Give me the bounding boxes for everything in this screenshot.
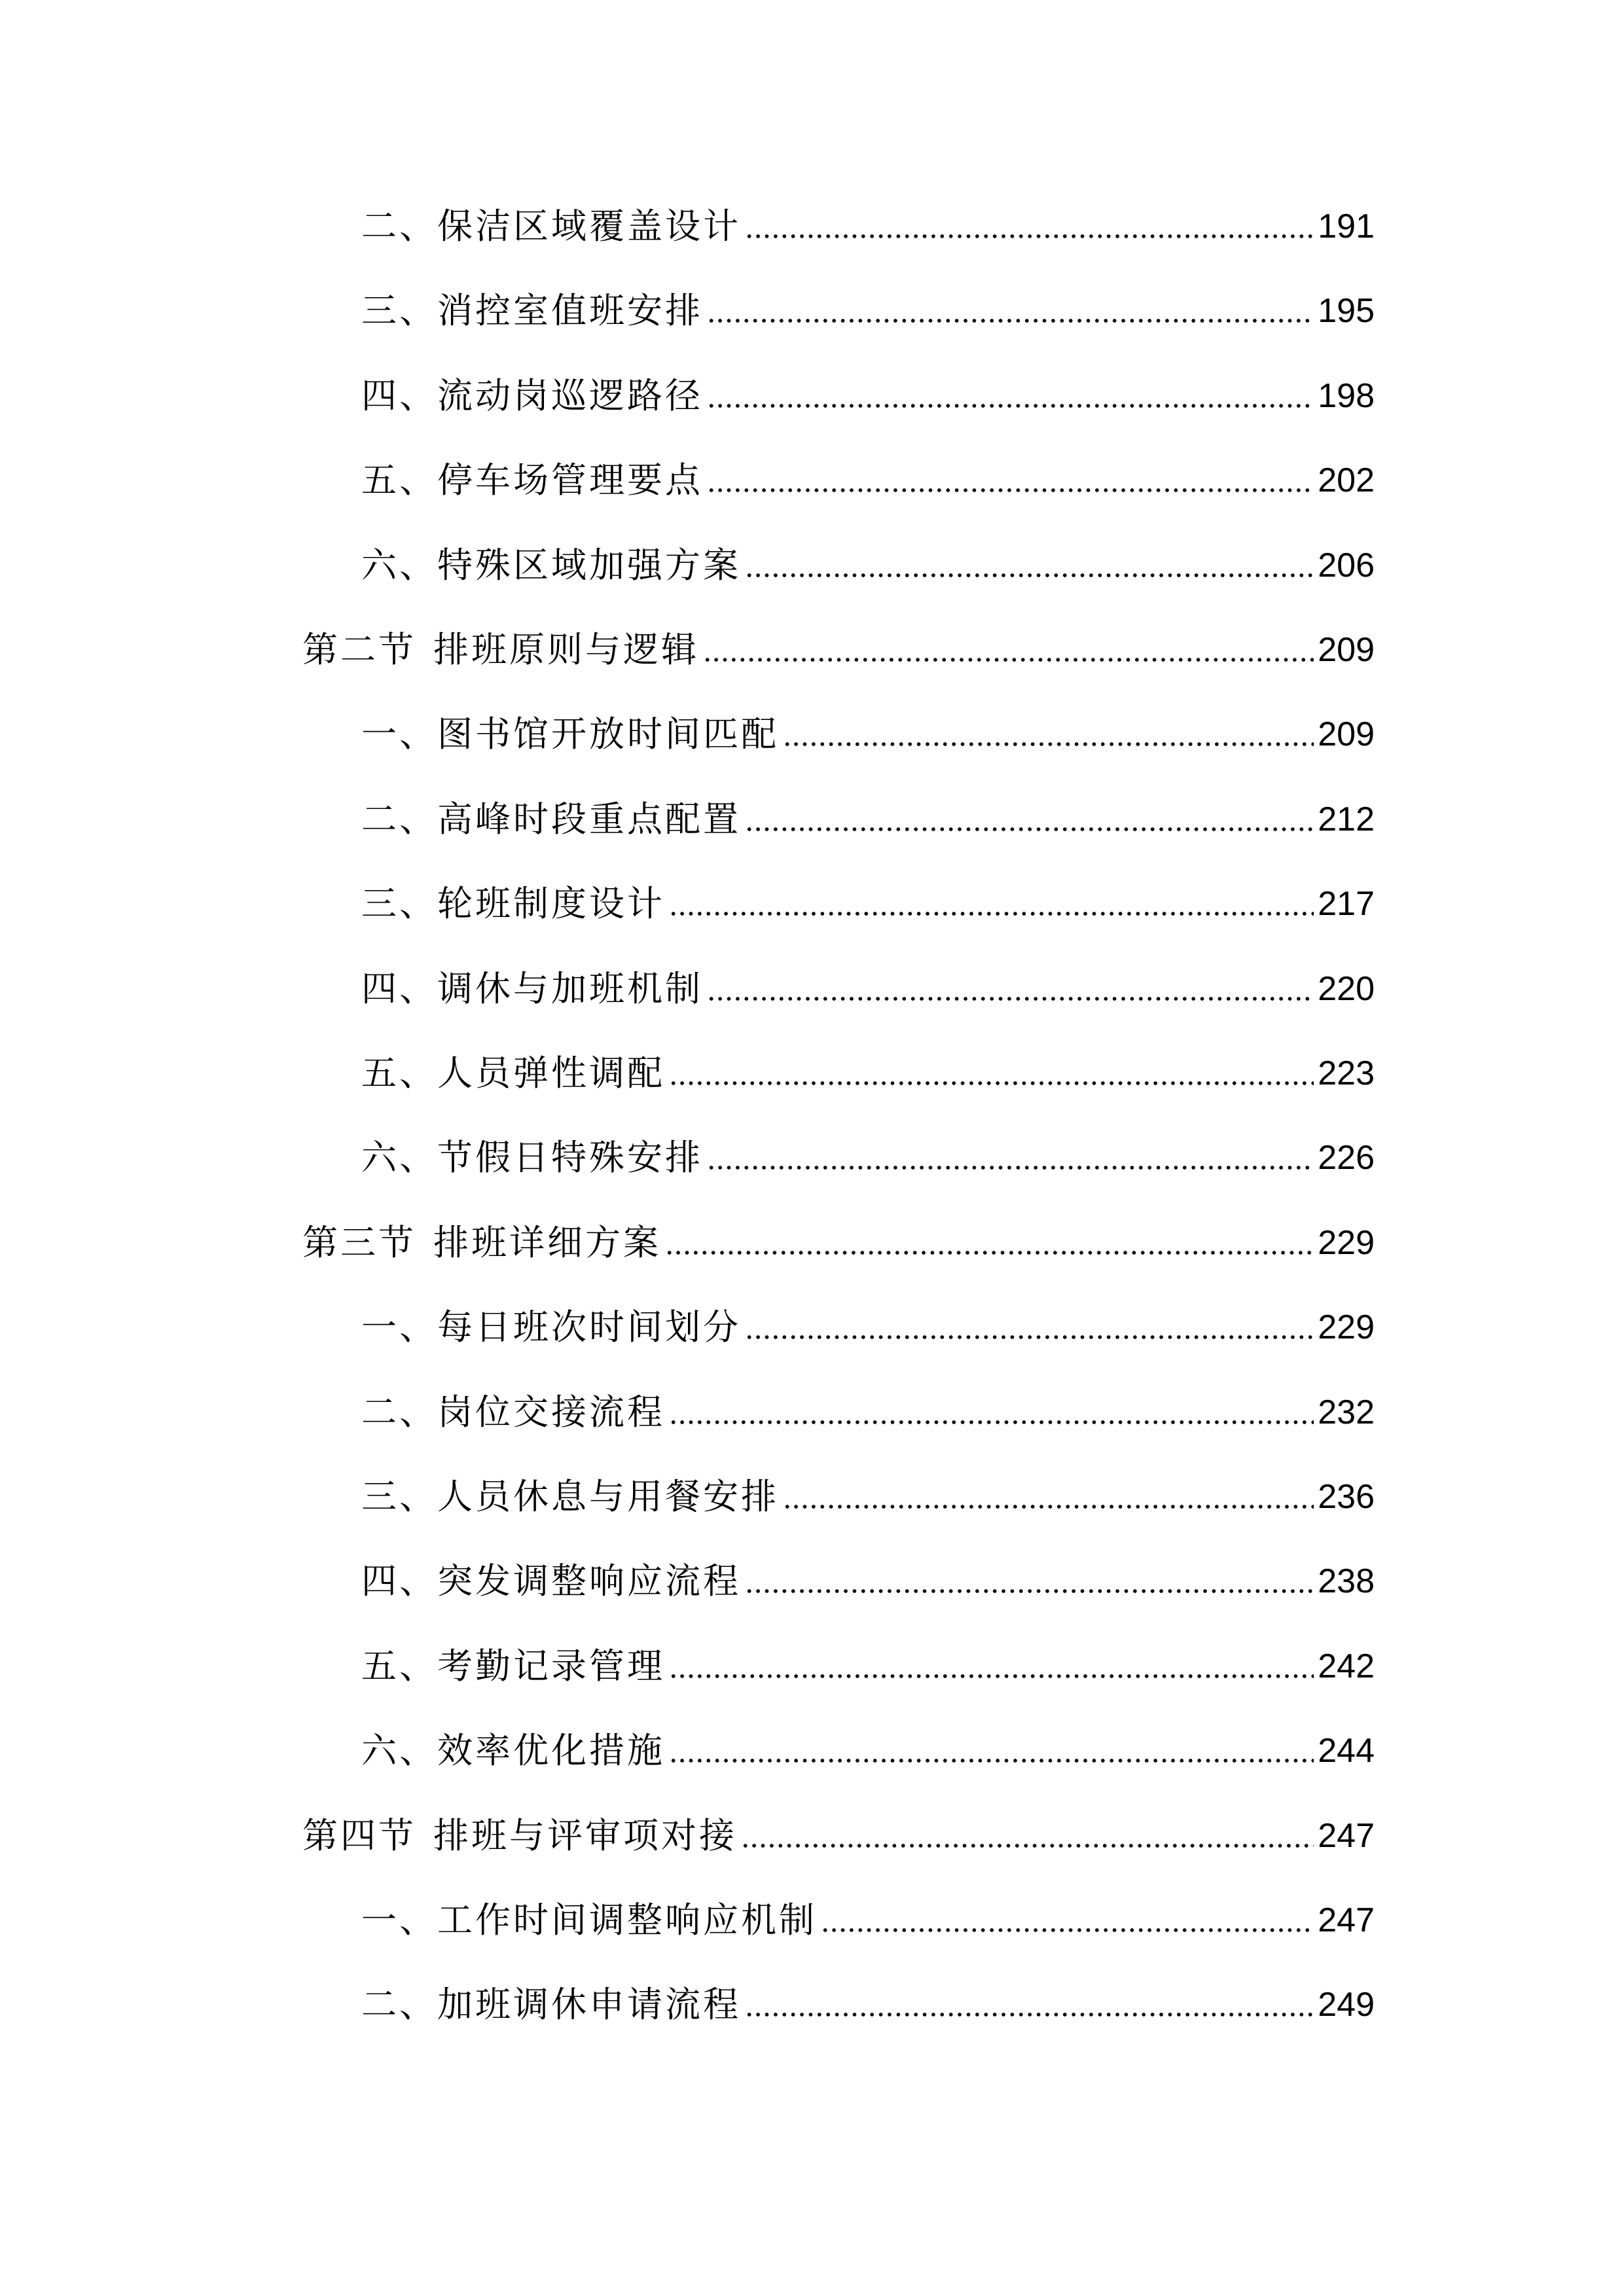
toc-page-number: 191 bbox=[1318, 207, 1375, 245]
dot-leader bbox=[669, 1758, 1314, 1763]
toc-page-number: 242 bbox=[1318, 1647, 1375, 1685]
toc-item-entry[interactable] bbox=[361, 1718, 1375, 1784]
toc-entry-title bbox=[361, 1972, 741, 2037]
toc-page-number: 223 bbox=[1318, 1054, 1375, 1092]
toc-page-number: 247 bbox=[1318, 1816, 1375, 1855]
toc-item-entry[interactable] bbox=[361, 1464, 1375, 1530]
dot-leader bbox=[783, 1504, 1314, 1509]
toc-page-number: 202 bbox=[1318, 461, 1375, 500]
toc-entry-number: 二、 bbox=[361, 206, 437, 247]
toc-entry-text: 加班调休申请流程 bbox=[437, 1984, 741, 2026]
toc-entry-number: 六、 bbox=[361, 544, 437, 586]
toc-entry-number: 一、 bbox=[361, 1899, 437, 1941]
toc-item-entry[interactable] bbox=[361, 194, 1375, 259]
toc-entry-number: 五、 bbox=[361, 1052, 437, 1094]
toc-page-number: 198 bbox=[1318, 376, 1375, 415]
toc-entry-number: 六、 bbox=[361, 1730, 437, 1772]
toc-item-entry[interactable] bbox=[361, 871, 1375, 937]
toc-page-number: 206 bbox=[1318, 546, 1375, 584]
toc-item-entry[interactable] bbox=[361, 1125, 1375, 1191]
toc-entry-text: 特殊区域加强方案 bbox=[437, 544, 741, 586]
toc-entry-title bbox=[361, 787, 741, 852]
toc-page-number: 220 bbox=[1318, 969, 1375, 1008]
toc-entry-number: 第二节 bbox=[302, 629, 416, 670]
toc-entry-number: 五、 bbox=[361, 1645, 437, 1687]
toc-entry-number: 四、 bbox=[361, 1560, 437, 1602]
toc-entry-text: 节假日特殊安排 bbox=[437, 1137, 703, 1179]
toc-entry-text: 工作时间调整响应机制 bbox=[437, 1899, 817, 1941]
dot-leader bbox=[741, 1843, 1314, 1848]
toc-page-number: 229 bbox=[1318, 1308, 1375, 1347]
toc-entry-title bbox=[361, 1041, 665, 1106]
toc-entry-number: 二、 bbox=[361, 1984, 437, 2026]
toc-item-entry[interactable] bbox=[361, 1634, 1375, 1699]
toc-page-number: 229 bbox=[1318, 1223, 1375, 1262]
toc-item-entry[interactable] bbox=[361, 1041, 1375, 1106]
toc-entry-text: 流动岗巡逻路径 bbox=[437, 374, 703, 416]
toc-page-number: 195 bbox=[1318, 292, 1375, 331]
toc-item-entry[interactable] bbox=[361, 533, 1375, 598]
toc-entry-number: 二、 bbox=[361, 1391, 437, 1433]
toc-entry-number: 一、 bbox=[361, 713, 437, 755]
toc-entry-title bbox=[361, 956, 703, 1022]
toc-entry-title bbox=[361, 1549, 741, 1614]
toc-item-entry[interactable] bbox=[361, 448, 1375, 513]
toc-entry-number: 五、 bbox=[361, 459, 437, 501]
toc-page-number: 217 bbox=[1318, 885, 1375, 924]
toc-item-entry[interactable] bbox=[361, 1549, 1375, 1614]
dot-leader bbox=[707, 318, 1314, 323]
dot-leader bbox=[745, 1335, 1314, 1340]
dot-leader bbox=[703, 657, 1314, 662]
toc-page-number: 247 bbox=[1318, 1901, 1375, 1939]
toc-entry-text: 排班原则与逻辑 bbox=[433, 629, 699, 670]
toc-entry-text: 考勤记录管理 bbox=[437, 1645, 665, 1687]
dot-leader bbox=[745, 827, 1314, 832]
toc-page-number: 212 bbox=[1318, 800, 1375, 838]
toc-page-number: 232 bbox=[1318, 1393, 1375, 1431]
toc-entry-text: 人员休息与用餐安排 bbox=[437, 1476, 779, 1517]
dot-leader bbox=[745, 1588, 1314, 1594]
dot-leader bbox=[821, 1928, 1314, 1933]
toc-entry-title bbox=[361, 871, 665, 937]
toc-section-entry[interactable] bbox=[302, 617, 1375, 683]
dot-leader bbox=[669, 1420, 1314, 1425]
toc-item-entry[interactable] bbox=[361, 1295, 1375, 1360]
toc-page-number: 249 bbox=[1318, 1986, 1375, 2024]
toc-entry-text: 保洁区域覆盖设计 bbox=[437, 206, 741, 247]
toc-entry-title bbox=[361, 533, 741, 598]
toc-entry-title bbox=[361, 1718, 665, 1784]
toc-entry-number: 三、 bbox=[361, 1476, 437, 1517]
dot-leader bbox=[783, 742, 1314, 747]
dot-leader bbox=[707, 403, 1314, 408]
toc-entry-number: 三、 bbox=[361, 290, 437, 332]
dot-leader bbox=[707, 488, 1314, 493]
toc-item-entry[interactable] bbox=[361, 956, 1375, 1022]
toc-item-entry[interactable] bbox=[361, 702, 1375, 767]
toc-page-number: 236 bbox=[1318, 1478, 1375, 1516]
toc-entry-text: 岗位交接流程 bbox=[437, 1391, 665, 1433]
dot-leader bbox=[745, 234, 1314, 239]
toc-entry-title bbox=[361, 1380, 665, 1445]
toc-entry-number: 六、 bbox=[361, 1137, 437, 1179]
toc-entry-title bbox=[302, 1210, 661, 1276]
toc-entry-title bbox=[361, 1125, 703, 1191]
toc-page-number: 238 bbox=[1318, 1562, 1375, 1601]
toc-entry-text: 图书馆开放时间匹配 bbox=[437, 713, 779, 755]
toc-entry-text: 高峰时段重点配置 bbox=[437, 798, 741, 840]
toc-entry-title bbox=[361, 1888, 817, 1953]
toc-entry-number: 四、 bbox=[361, 374, 437, 416]
toc-entry-text: 人员弹性调配 bbox=[437, 1052, 665, 1094]
toc-entry-text: 每日班次时间划分 bbox=[437, 1306, 741, 1348]
toc-section-entry[interactable] bbox=[302, 1210, 1375, 1276]
toc-entry-text: 调休与加班机制 bbox=[437, 967, 703, 1009]
toc-entry-title bbox=[361, 363, 703, 429]
toc-item-entry[interactable] bbox=[361, 363, 1375, 429]
toc-entry-title bbox=[361, 278, 703, 344]
toc-entry-number: 一、 bbox=[361, 1306, 437, 1348]
toc-entry-text: 消控室值班安排 bbox=[437, 290, 703, 332]
toc-entry-text: 效率优化措施 bbox=[437, 1730, 665, 1772]
toc-entry-title bbox=[361, 1464, 779, 1530]
toc-entry-text: 轮班制度设计 bbox=[437, 883, 665, 925]
toc-entry-title bbox=[302, 617, 699, 683]
toc-entry-title bbox=[361, 1634, 665, 1699]
dot-leader bbox=[669, 1674, 1314, 1679]
toc-entry-number: 第三节 bbox=[302, 1221, 416, 1263]
toc-entry-text: 排班与评审项对接 bbox=[433, 1814, 737, 1856]
toc-entry-title bbox=[361, 1295, 741, 1360]
toc-page-number: 209 bbox=[1318, 631, 1375, 669]
toc-section-entry[interactable] bbox=[302, 1803, 1375, 1869]
toc-page-number: 209 bbox=[1318, 715, 1375, 754]
dot-leader bbox=[707, 1165, 1314, 1170]
dot-leader bbox=[669, 911, 1314, 916]
toc-item-entry[interactable] bbox=[361, 1380, 1375, 1445]
toc-entry-title bbox=[361, 448, 703, 513]
toc-entry-title bbox=[302, 1803, 737, 1869]
dot-leader bbox=[707, 996, 1314, 1001]
dot-leader bbox=[745, 2012, 1314, 2017]
dot-leader bbox=[669, 1081, 1314, 1086]
toc-entry-number: 四、 bbox=[361, 967, 437, 1009]
toc-entry-title bbox=[361, 194, 741, 259]
toc-item-entry[interactable] bbox=[361, 787, 1375, 852]
toc-entry-title bbox=[361, 702, 779, 767]
toc-entry-text: 停车场管理要点 bbox=[437, 459, 703, 501]
toc-item-entry[interactable] bbox=[361, 1888, 1375, 1953]
toc-entry-number: 第四节 bbox=[302, 1814, 416, 1856]
toc-entry-number: 二、 bbox=[361, 798, 437, 840]
toc-page-number: 244 bbox=[1318, 1732, 1375, 1770]
toc-entry-number: 三、 bbox=[361, 883, 437, 925]
toc-item-entry[interactable] bbox=[361, 278, 1375, 344]
toc-item-entry[interactable] bbox=[361, 1972, 1375, 2037]
dot-leader bbox=[665, 1250, 1314, 1255]
dot-leader bbox=[745, 573, 1314, 578]
toc-entry-text: 排班详细方案 bbox=[433, 1221, 661, 1263]
toc-page-number: 226 bbox=[1318, 1139, 1375, 1177]
toc-entry-text: 突发调整响应流程 bbox=[437, 1560, 741, 1602]
